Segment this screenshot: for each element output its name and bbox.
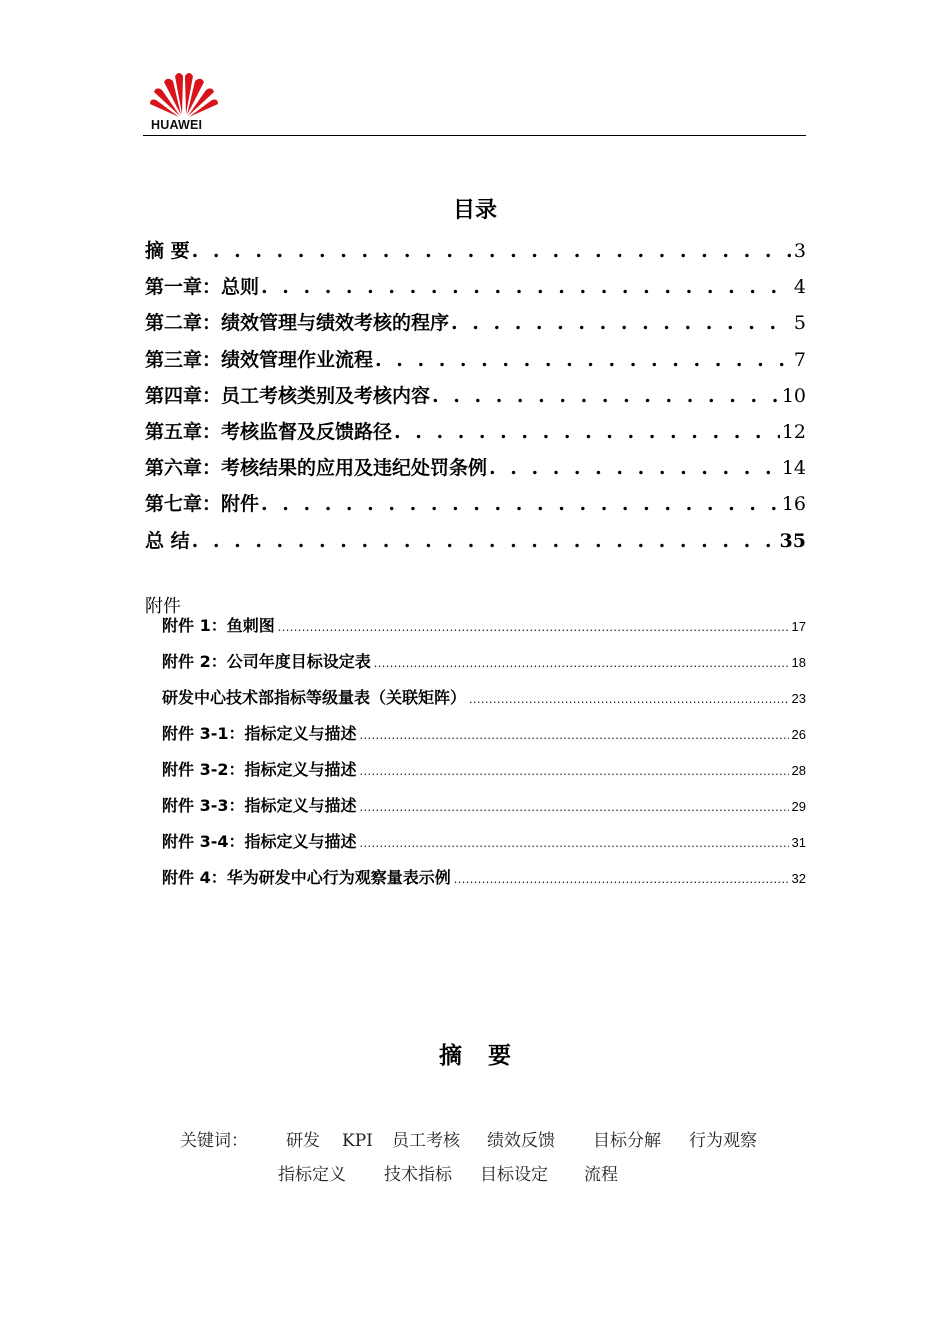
dot-leader — [261, 493, 780, 515]
dot-leader — [394, 421, 780, 443]
toc-entry[interactable] — [145, 526, 806, 562]
appendix-entry-page: 23 — [791, 691, 806, 706]
toc-entry[interactable] — [145, 272, 806, 308]
toc-entry-label: 第四章：员工考核类别及考核内容 — [145, 384, 431, 407]
appendix-heading: 附件 — [145, 596, 181, 617]
keywords-label: 关键词： — [180, 1131, 248, 1151]
dot-leader — [375, 349, 792, 371]
toc-entry-page: 3 — [793, 240, 806, 262]
toc-entry-label: 第六章：考核结果的应用及违纪处罚条例 — [145, 457, 488, 480]
dot-leader — [454, 873, 789, 886]
dot-leader — [469, 693, 789, 706]
toc-main-list — [145, 236, 806, 562]
appendix-entry[interactable] — [162, 685, 806, 721]
dot-leader — [451, 312, 792, 334]
huawei-petals-icon — [148, 68, 220, 118]
toc-entry-page: 35 — [779, 529, 806, 552]
toc-entry[interactable] — [145, 489, 806, 525]
huawei-logo — [148, 68, 220, 134]
keyword: 技术指标 — [384, 1165, 452, 1185]
header-divider — [143, 135, 806, 136]
dot-leader — [261, 276, 792, 298]
toc-entry-page: 12 — [781, 420, 806, 443]
toc-entry[interactable] — [145, 417, 806, 453]
appendix-entry-label: 附件 3-1：指标定义与描述 — [162, 724, 357, 743]
appendix-entry-label: 附件 1：鱼刺图 — [162, 616, 275, 635]
appendix-entry[interactable] — [162, 649, 806, 685]
toc-entry[interactable] — [145, 381, 806, 417]
keywords-line-1 — [180, 1124, 800, 1158]
appendix-entry-page: 18 — [791, 655, 806, 670]
toc-entry-label: 第二章：绩效管理与绩效考核的程序 — [145, 312, 450, 335]
keywords-line-2 — [180, 1158, 800, 1192]
appendix-entry-page: 17 — [791, 619, 806, 634]
dot-leader — [489, 457, 780, 479]
dot-leader — [359, 729, 788, 742]
toc-entry-page: 10 — [781, 384, 806, 407]
keyword: KPI — [342, 1131, 373, 1151]
toc-entry-label: 总 结 — [145, 529, 190, 552]
appendix-entry-page: 28 — [791, 763, 806, 778]
toc-entry[interactable] — [145, 345, 806, 381]
toc-title: 目录 — [452, 198, 497, 223]
toc-entry-label: 第七章：附件 — [145, 493, 260, 516]
dot-leader — [359, 837, 788, 850]
appendix-entry-page: 29 — [791, 799, 806, 814]
toc-entry-page: 7 — [793, 348, 806, 371]
toc-entry[interactable] — [145, 308, 806, 344]
appendix-entry-label: 附件 2：公司年度目标设定表 — [162, 652, 371, 671]
keyword: 流程 — [584, 1165, 618, 1185]
toc-entry-page: 14 — [781, 457, 806, 480]
logo-wordmark: HUAWEI — [151, 118, 203, 132]
keyword: 行为观察 — [689, 1131, 757, 1151]
appendix-entry[interactable] — [162, 865, 806, 901]
appendix-entry[interactable] — [162, 613, 806, 649]
appendix-entry-label: 研发中心技术部指标等级量表（关联矩阵） — [162, 688, 467, 707]
dot-leader — [359, 765, 788, 778]
dot-leader — [278, 621, 789, 634]
appendix-list — [162, 613, 806, 901]
toc-entry-label: 第一章：总则 — [145, 276, 260, 299]
toc-entry[interactable] — [145, 453, 806, 489]
dot-leader — [374, 657, 789, 670]
appendix-entry-label: 附件 3-2：指标定义与描述 — [162, 760, 357, 779]
keyword: 指标定义 — [278, 1165, 346, 1185]
dot-leader — [192, 240, 792, 262]
appendix-entry[interactable] — [162, 757, 806, 793]
appendix-entry-page: 32 — [791, 871, 806, 886]
appendix-entry-page: 31 — [791, 835, 806, 850]
keyword: 员工考核 — [392, 1131, 460, 1151]
appendix-entry-page: 26 — [791, 727, 806, 742]
keyword: 目标设定 — [480, 1165, 548, 1185]
keywords-block — [180, 1124, 800, 1192]
dot-leader — [359, 801, 788, 814]
appendix-entry-label: 附件 3-4：指标定义与描述 — [162, 832, 357, 851]
abstract-title: 摘要 — [439, 1043, 537, 1069]
keyword: 目标分解 — [593, 1131, 661, 1151]
toc-entry-label: 第五章：考核监督及反馈路径 — [145, 420, 393, 443]
toc-entry-label: 第三章：绩效管理作业流程 — [145, 348, 374, 371]
dot-leader — [192, 530, 778, 552]
toc-entry-page: 5 — [793, 312, 806, 335]
toc-entry-page: 16 — [781, 493, 806, 516]
appendix-entry-label: 附件 3-3：指标定义与描述 — [162, 796, 357, 815]
appendix-entry[interactable] — [162, 829, 806, 865]
appendix-entry[interactable] — [162, 721, 806, 757]
toc-entry-page: 4 — [793, 276, 806, 299]
dot-leader — [432, 385, 780, 407]
toc-entry[interactable] — [145, 236, 806, 272]
toc-entry-label: 摘 要 — [145, 240, 190, 262]
keyword: 研发 — [286, 1131, 320, 1151]
appendix-entry[interactable] — [162, 793, 806, 829]
keyword: 绩效反馈 — [487, 1131, 555, 1151]
appendix-entry-label: 附件 4：华为研发中心行为观察量表示例 — [162, 868, 451, 887]
